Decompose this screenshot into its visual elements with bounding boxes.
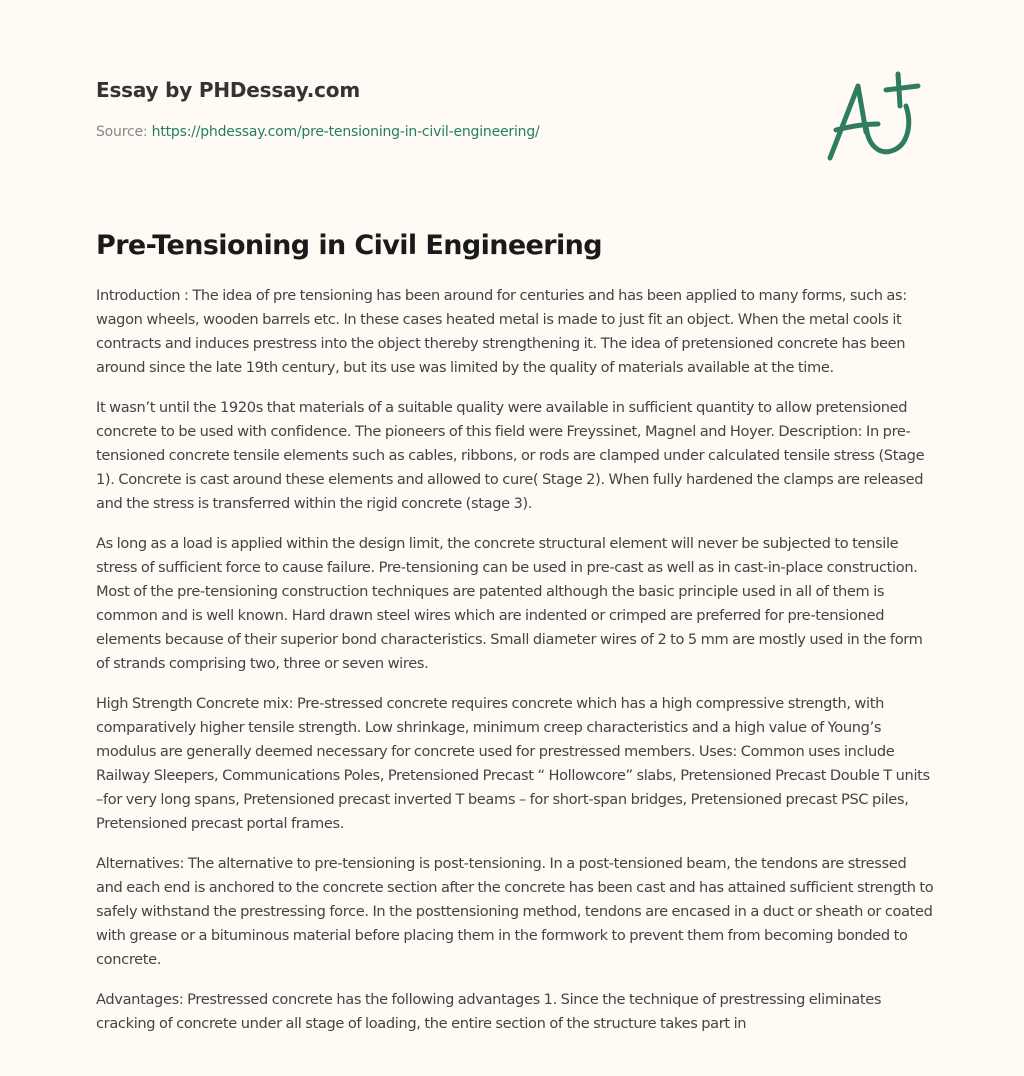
essay-body	[96, 284, 934, 1052]
essay-paragraph: As long as a load is applied within the design limit, the concrete structural element will never be subjected to tensile stress of sufficient force to cause failure. Pre-tensioning can be used in pre-cast as well as in cast-in-place construction. Most of the pre-tensioning construction techniques are patented although the basic principle used in all of them is common and is well known. Hard drawn steel wires which are indented or crimped are preferred for pre-tensioned elements because of their superior bond characteristics. Small diameter wires of 2 to 5 mm are mostly used in the form of strands comprising two, three or seven wires.	[96, 535, 923, 672]
essay-title: Pre-Tensioning in Civil Engineering	[96, 230, 602, 261]
page-header	[96, 76, 936, 140]
essay-paragraph: High Strength Concrete mix: Pre-stressed concrete requires concrete which has a high compressive strength, with comparatively higher tensile strength. Low shrinkage, minimum creep characteristics and a high value of Young’s modulus are generally deemed necessary for concrete used for prestressed members. Uses: Common uses include Railway Sleepers, Communications Poles, Pretensioned Precast “ Hollowcore” slabs, Pretensioned Precast Double T units –for very long spans, Pretensioned precast inverted T beams – for short-span bridges, Pretensioned precast PSC piles, Pretensioned precast portal frames.	[96, 695, 930, 832]
brand-title: Essay by PHDessay.com	[96, 78, 360, 102]
essay-paragraph: Advantages: Prestressed concrete has the following advantages 1. Since the technique of prestressing eliminates cracking of concrete under all stage of loading, the entire section of the structure takes part in	[96, 991, 882, 1032]
source-label: Source:	[96, 124, 152, 140]
essay-paragraph: Introduction : The idea of pre tensioning has been around for centuries and has been applied to many forms, such as: wagon wheels, wooden barrels etc. In these cases heated metal is made to just fit an object. When the metal cools it contracts and induces prestress into the object thereby strengthening it. The idea of pretensioned concrete has been around since the late 19th century, but its use was limited by the quality of materials available at the time.	[96, 287, 907, 376]
a-plus-grade-icon	[822, 64, 932, 164]
source-link[interactable]: https://phdessay.com/pre-tensioning-in-civil-engineering/	[151, 124, 540, 140]
essay-paragraph: It wasn’t until the 1920s that materials of a suitable quality were available in sufficient quantity to allow pretensioned concrete to be used with confidence. The pioneers of this field were Freyssinet, Magnel and Hoyer. Description: In pre-tensioned concrete tensile elements such as cables, ribbons, or rods are clamped under calculated tensile stress (Stage 1). Concrete is cast around these elements and allowed to cure( Stage 2). When fully hardened the clamps are released and the stress is transferred within the rigid concrete (stage 3).	[96, 399, 925, 512]
source-line	[96, 124, 540, 140]
essay-paragraph: Alternatives: The alternative to pre-tensioning is post-tensioning. In a post-tensioned beam, the tendons are stressed and each end is anchored to the concrete section after the concrete has been cast and has attained sufficient strength to safely withstand the prestressing force. In the posttensioning method, tendons are encased in a duct or sheath or coated with grease or a bituminous material before placing them in the formwork to prevent them from becoming bonded to concrete.	[96, 855, 934, 968]
